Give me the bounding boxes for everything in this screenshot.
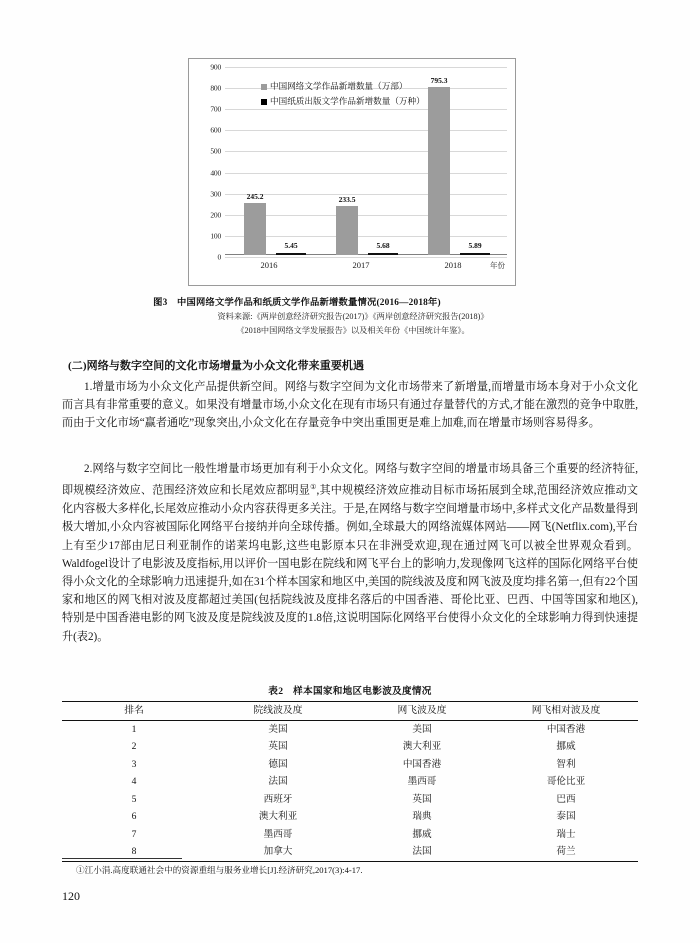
chart-bar-online — [244, 203, 266, 255]
chart-y-tick-label: 100 — [210, 231, 221, 241]
figure-source-line-1: 资料来源:《两岸创意经济研究报告(2017)》《两岸创意经济研究报告(2018)》 — [217, 312, 489, 321]
chart-bar-print — [276, 253, 306, 255]
figure-source-line-2: 《2018中国网络文学发展报告》以及相关年份《中国统计年鉴》。 — [236, 325, 470, 335]
table-cell: 西班牙 — [263, 793, 293, 805]
table-cell: 加拿大 — [206, 843, 350, 861]
page-number: 120 — [62, 889, 80, 903]
bar-chart — [188, 58, 516, 286]
figure-3-block — [153, 58, 516, 335]
chart-bar-value-label: 5.89 — [468, 240, 482, 250]
table-cell: 瑞士 — [556, 828, 576, 840]
chart-y-tick-label: 900 — [210, 62, 221, 72]
figure-caption: 图3 中国网络文学作品和纸质文学作品新增数量情况(2016—2018年) — [153, 298, 441, 308]
table-header — [62, 702, 638, 721]
table-header-row — [62, 702, 638, 721]
table-cell: 墨西哥 — [263, 828, 293, 840]
paragraph-2-text-b: ,其中规模经济效应推动目标市场拓展到全球,范围经济效应推动文化内容极大多样化,长尾效应推动小众内容获得更多关注。于是,在网络与数字空间增量市场中,多样式文化产品数量得到极大增加,小众内容被国际化网络平台接纳并向全球传播。例如,全球最大的网络流媒体网站——网飞(Netflix.com),平台上有至少17部由尼日利亚制作的诺莱坞电影,这些电影原本只在非洲受欢迎,现在通过网飞可以被全世界观众看到。Waldfogel设计了电影波及度指标,用以评价一国电影在院线和网飞平台上的影响力,发现像网飞这样的国际化网络平台使得小众文化的全球影响力迅速提升,如在31个样本国家和地区中,美国的院线波及度和网飞波及度均排名第一,但有22个国家和地区的网飞相对波及度都超过美国(包括院线波及度排名落后的中国香港、哥伦比亚、巴西、中国等国家和地区),特别是中国香港电影的网飞波及度是院线波及度的1.8倍,这说明国际化网络平台使得小众文化的全球影响力得到快速提升(表2)。 — [62, 484, 638, 643]
chart-bar-online — [428, 87, 450, 255]
table-cell: 美国 — [350, 720, 494, 738]
paragraph-2-text-a: 2.网络与数字空间比一般性增量市场更加有利于小众文化。网络与数字空间的增量市场具备三个重要的经济特征,即规模经济效应、范围经济效应和长尾效应都明显 — [62, 463, 638, 497]
chart-bar-print — [460, 253, 490, 255]
chart-gridline — [210, 210, 507, 220]
chart-y-tick-label: 800 — [210, 83, 221, 93]
table-cell: 英国 — [412, 793, 432, 805]
footnote-marker: ① — [76, 865, 85, 875]
chart-bar-value-label: 795.3 — [430, 76, 448, 86]
chart-x-tick-label: 2016 — [260, 260, 278, 270]
chart-gridline — [210, 231, 507, 241]
paragraph-1-text: 1.增量市场为小众文化产品提供新空间。网络与数字空间为文化市场带来了新增量,而增量市场本身对于小众文化而言具有非常重要的意义。如果没有增量市场,小众文化在现有市场只有通过存量替代的方式,才能在激烈的竞争中取胜,而由于文化市场“赢者通吃”现象突出,小众文化在存量竞争中突出重围更是难上加难,而在增量市场则容易得多。 — [62, 381, 638, 430]
table-header-cell: 排名 — [62, 702, 206, 721]
table-cell: 7 — [131, 828, 137, 840]
legend-swatch-icon — [261, 99, 267, 105]
table-cell: 巴西 — [556, 793, 576, 805]
table-row — [62, 756, 638, 774]
table-cell: 智利 — [556, 758, 576, 770]
chart-y-tick-label: 300 — [210, 189, 221, 199]
footnote-divider — [62, 858, 182, 859]
table-caption: 表2 样本国家和地区电影波及度情况 — [268, 686, 432, 697]
chart-gridline — [210, 62, 507, 72]
table-cell: 美国 — [206, 720, 350, 738]
table-cell: 英国 — [268, 741, 288, 752]
legend-entry-print — [261, 94, 425, 109]
chart-bar-value-label: 245.2 — [246, 192, 264, 202]
table-row — [62, 720, 638, 738]
figure-source — [148, 310, 558, 337]
chart-y-tick-label: 0 — [217, 252, 221, 262]
chart-gridline — [210, 125, 507, 135]
footnote-text: 江小涓.高度联通社会中的资源重组与服务业增长[J].经济研究,2017(3):4-17. — [84, 865, 363, 875]
table-cell: 3 — [131, 758, 137, 770]
chart-bar-value-label: 233.5 — [338, 194, 356, 204]
table-header-cell: 院线波及度 — [206, 702, 350, 721]
table-cell: 8 — [62, 843, 206, 861]
chart-x-axis-title: 年份 — [490, 261, 505, 270]
legend-swatch-icon — [261, 84, 267, 90]
legend-label-print: 中国纸质出版文学作品新增数量（万种） — [270, 96, 425, 106]
section-heading: (二)网络与数字空间的文化市场增量为小众文化带来重要机遇 — [68, 360, 365, 372]
chart-bar-print — [368, 253, 398, 255]
chart-y-tick-label: 400 — [210, 168, 221, 178]
table-body — [62, 720, 638, 861]
table-cell: 中国香港 — [402, 758, 442, 770]
table-cell: 6 — [131, 811, 137, 822]
table-cell: 瑞典 — [412, 811, 432, 822]
table-header-cell: 网飞波及度 — [350, 702, 494, 721]
movie-reach-table — [62, 701, 638, 862]
table-row — [62, 791, 638, 809]
table-cell: 澳大利亚 — [258, 811, 298, 822]
paragraph-1 — [62, 378, 638, 433]
table-header-cell: 网飞相对波及度 — [494, 702, 638, 721]
chart-bar-online — [336, 206, 358, 255]
chart-gridline — [217, 252, 507, 262]
table-cell: 荷兰 — [494, 843, 638, 861]
table-cell: 泰国 — [556, 811, 576, 822]
chart-y-tick-label: 700 — [210, 104, 221, 114]
chart-gridline — [210, 168, 507, 178]
chart-y-tick-label: 600 — [210, 125, 221, 135]
legend-entry-online — [261, 79, 425, 94]
chart-bar-value-label: 5.68 — [376, 240, 390, 250]
table-row — [62, 826, 638, 844]
chart-legend — [261, 79, 425, 109]
table-cell: 德国 — [268, 758, 288, 770]
chart-bar-value-label: 5.45 — [284, 240, 298, 250]
table-cell: 挪威 — [412, 828, 432, 840]
table-cell: 法国 — [350, 843, 494, 861]
table-cell: 4 — [131, 776, 137, 787]
table-cell: 1 — [62, 720, 206, 738]
chart-x-tick-label: 2018 — [444, 260, 462, 270]
table-cell: 墨西哥 — [407, 776, 437, 787]
chart-y-tick-label: 500 — [210, 146, 221, 156]
table-cell: 2 — [131, 741, 137, 752]
table-cell: 法国 — [268, 776, 288, 787]
footnote-marker-inline: ① — [310, 483, 317, 492]
table-row — [62, 738, 638, 756]
table-cell: 澳大利亚 — [402, 741, 442, 752]
legend-label-online: 中国网络文学作品新增数量（万部） — [270, 81, 408, 91]
chart-y-tick-label: 200 — [210, 210, 221, 220]
footnote — [62, 864, 638, 877]
table-cell: 挪威 — [556, 741, 576, 752]
table-cell: 5 — [131, 793, 137, 805]
table-cell: 哥伦比亚 — [546, 776, 586, 787]
chart-gridline — [210, 146, 507, 156]
chart-gridline — [210, 104, 507, 114]
chart-x-tick-label: 2017 — [352, 260, 370, 270]
paragraph-2 — [62, 460, 638, 646]
table-row — [62, 808, 638, 826]
table-cell: 中国香港 — [494, 720, 638, 738]
table-row — [62, 773, 638, 791]
